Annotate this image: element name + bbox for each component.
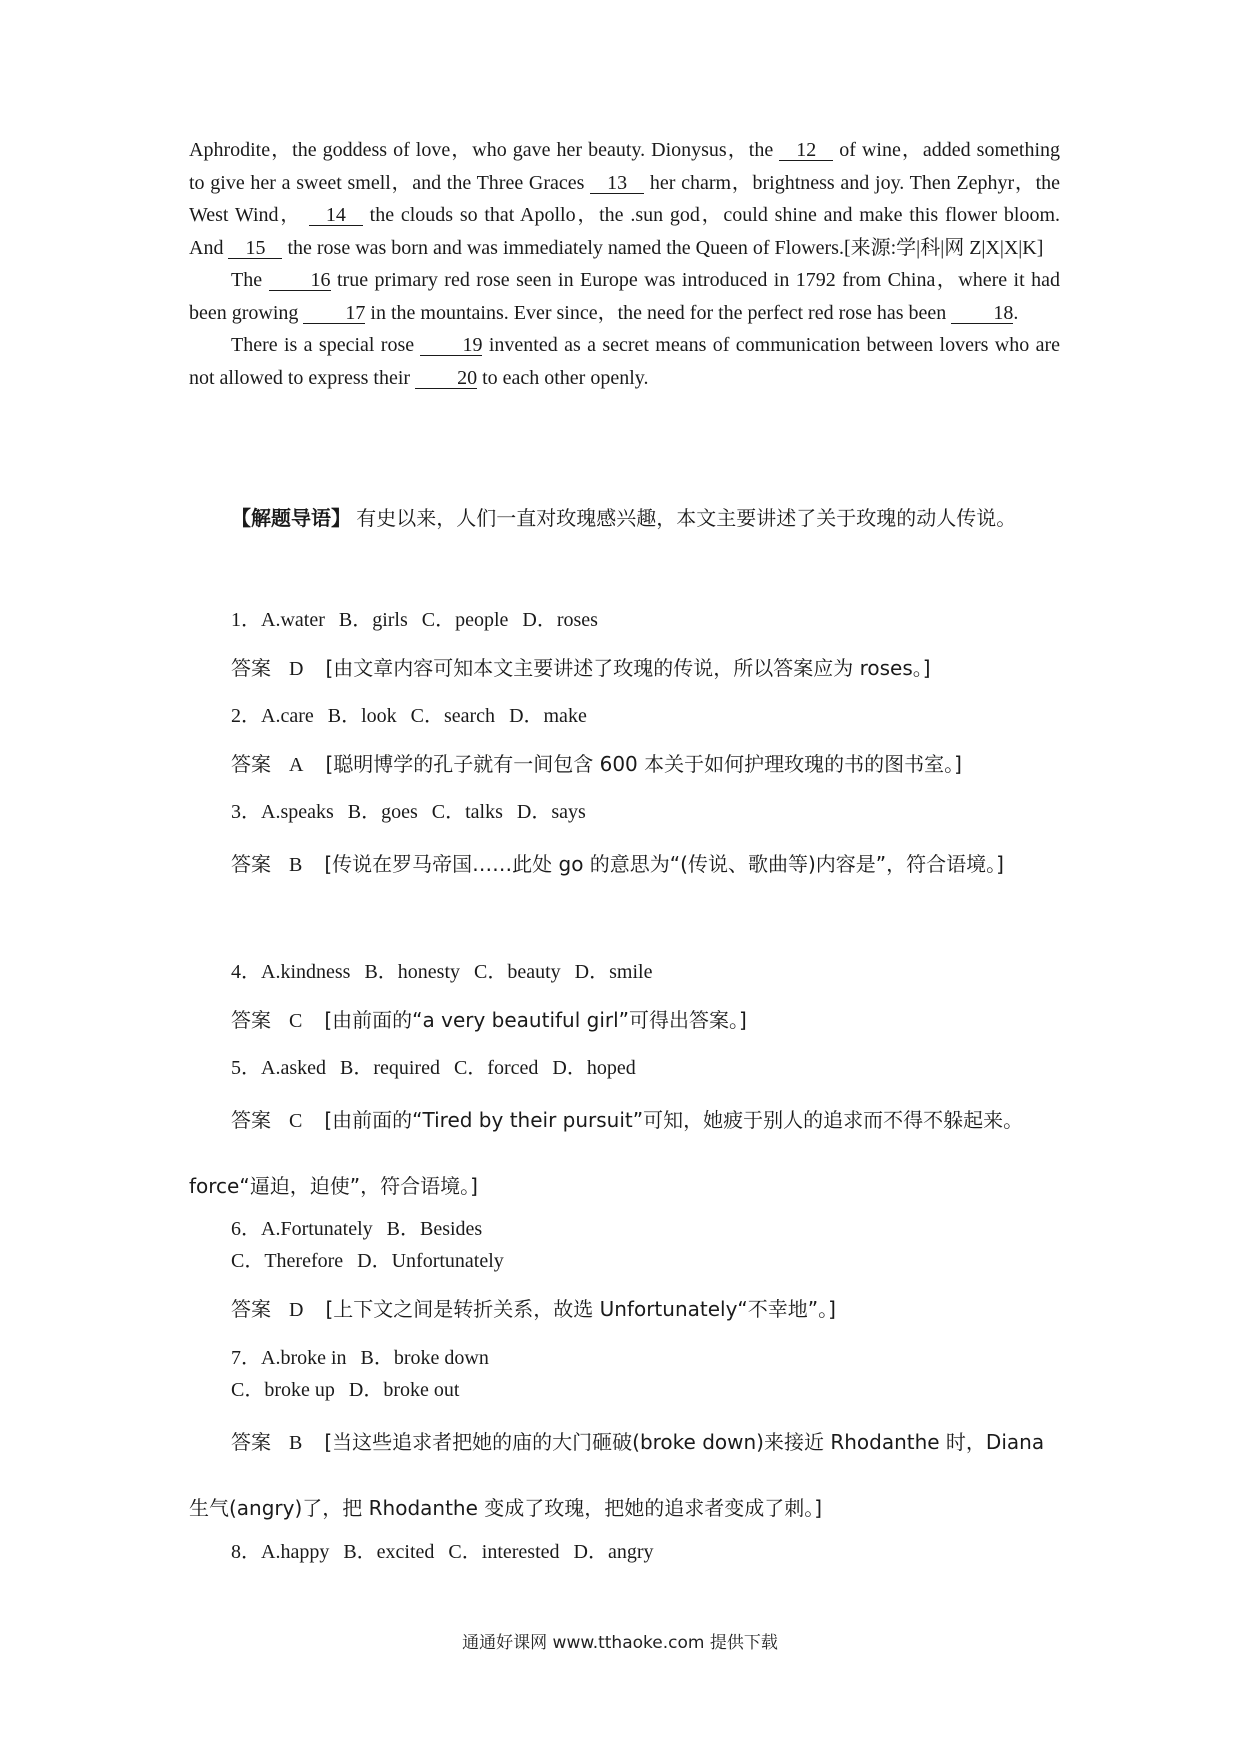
answer-label: 答案 <box>231 1008 271 1032</box>
option: C．beauty <box>474 961 561 983</box>
passage-text: . <box>1013 301 1019 324</box>
cloze-blank-16: 16 <box>269 270 331 291</box>
options-row <box>189 1245 1060 1277</box>
option: C．Therefore <box>231 1250 344 1272</box>
option: D．roses <box>522 609 598 631</box>
answer-explanation: [传说在罗马帝国……此处 go 的意思为“(传说、歌曲等)内容是”，符合语境。] <box>324 852 1004 876</box>
answer-label: 答案 <box>231 852 271 876</box>
answer-explanation: [聪明博学的孔子就有一间包含 600 本关于如何护理玫瑰的书的图书室。] <box>325 752 962 776</box>
answer-row <box>189 648 1060 689</box>
option: B．honesty <box>364 961 461 983</box>
answer-letter: C <box>289 1110 303 1132</box>
option: C．talks <box>431 801 503 823</box>
answer-label: 答案 <box>231 656 271 680</box>
question-item-2 <box>189 700 1060 785</box>
question-item-6 <box>189 1213 1060 1330</box>
answer-label: 答案 <box>231 752 271 776</box>
answer-letter: A <box>289 754 304 776</box>
options-row <box>189 604 1060 636</box>
answer-row <box>189 1289 1060 1330</box>
option: 4．A.kindness <box>231 961 351 983</box>
answer-letter: D <box>289 1299 304 1321</box>
answer-letter: D <box>289 658 304 680</box>
options-row <box>189 796 1060 828</box>
option: C．broke up <box>231 1379 335 1401</box>
question-item-7 <box>189 1342 1060 1542</box>
option: 5．A.asked <box>231 1057 326 1079</box>
option: B．goes <box>347 801 418 823</box>
answer-label: 答案 <box>231 1108 271 1132</box>
answer-explanation: [当这些追求者把她的庙的大门砸破(broke down)来接近 Rhodanthe 时，Diana 生气(angry)了，把 Rhodanthe 变成了玫瑰，把她的追求者变成了刺。] <box>189 1430 1045 1520</box>
option: D．hoped <box>552 1057 636 1079</box>
answer-explanation: [上下文之间是转折关系，故选 Unfortunately“不幸地”。] <box>325 1297 836 1321</box>
cloze-passage <box>189 134 1060 394</box>
question-item-5 <box>189 1052 1060 1220</box>
answer-letter: B <box>289 854 303 876</box>
passage-paragraph-1 <box>189 134 1060 264</box>
option: B．broke down <box>360 1347 489 1369</box>
option: D．says <box>516 801 586 823</box>
passage-text: to each other openly. <box>482 366 649 389</box>
passage-text: Aphrodite，the goddess of love，who gave her beauty. Dionysus，the <box>189 139 774 161</box>
option: 6．A.Fortunately <box>231 1218 373 1240</box>
passage-text: the clouds so that Apollo，the .sun god，could shine and make this flower bloom. And <box>189 204 1061 259</box>
passage-paragraph-3 <box>189 329 1060 394</box>
cloze-blank-18: 18 <box>951 303 1013 324</box>
question-item-3 <box>189 796 1060 898</box>
option: 3．A.speaks <box>231 801 334 823</box>
passage-paragraph-2 <box>189 264 1060 329</box>
guide-tag: 【解题导语】 <box>231 506 351 530</box>
cloze-blank-15: 15 <box>228 238 282 259</box>
cloze-blank-17: 17 <box>303 303 365 324</box>
cloze-blank-14: 14 <box>309 205 363 226</box>
answer-row <box>189 1000 1060 1041</box>
answer-explanation: [由前面的“a very beautiful girl”可得出答案。] <box>324 1008 747 1032</box>
question-item-8 <box>189 1536 1060 1568</box>
answer-row <box>189 1410 1060 1542</box>
cloze-blank-19: 19 <box>420 335 482 356</box>
option: B．excited <box>343 1541 435 1563</box>
answer-label: 答案 <box>231 1430 271 1454</box>
answer-explanation: [由文章内容可知本文主要讲述了玫瑰的传说，所以答案应为 roses。] <box>325 656 931 680</box>
option: 7．A.broke in <box>231 1347 347 1369</box>
option: C．forced <box>453 1057 539 1079</box>
answer-row <box>189 832 1060 898</box>
cloze-blank-13: 13 <box>590 173 644 194</box>
guide-text: 有史以来，人们一直对玫瑰感兴趣，本文主要讲述了关于玫瑰的动人传说。 <box>356 506 1017 530</box>
options-row <box>189 956 1060 988</box>
passage-text: The <box>231 269 263 291</box>
answer-row <box>189 1088 1060 1220</box>
option: D．angry <box>573 1541 654 1563</box>
option: B．Besides <box>386 1218 483 1240</box>
passage-text: true primary red rose seen in Europe was introduced in 1792 from China，where it had been growing <box>189 269 1061 324</box>
option: B．girls <box>338 609 408 631</box>
answer-label: 答案 <box>231 1297 271 1321</box>
option: B．look <box>327 705 397 727</box>
options-row <box>189 1052 1060 1084</box>
answer-row <box>189 744 1060 785</box>
solution-guide <box>189 486 1060 551</box>
options-row <box>189 1342 1060 1374</box>
cloze-blank-20: 20 <box>415 368 477 389</box>
question-item-1 <box>189 604 1060 689</box>
answer-letter: B <box>289 1432 303 1454</box>
passage-text: invented as a secret means of communication between lovers who are not allowed to express their <box>189 334 1060 389</box>
option: D．broke out <box>348 1379 460 1401</box>
option: D．make <box>509 705 587 727</box>
page-footer: 通通好课网 www.tthaoke.com 提供下载 <box>462 1633 778 1653</box>
option: D．smile <box>574 961 653 983</box>
option: 8．A.happy <box>231 1541 330 1563</box>
passage-text: There is a special rose <box>231 334 415 356</box>
passage-text: of wine，added something to give her a sweet smell，and the Three Graces <box>189 139 1061 194</box>
option: C．interested <box>448 1541 560 1563</box>
answer-letter: C <box>289 1010 303 1032</box>
answer-explanation: [由前面的“Tired by their pursuit”可知，她疲于别人的追求而不得不躲起来。force“逼迫，迫使”，符合语境。] <box>189 1108 1024 1198</box>
options-row <box>189 1374 1060 1406</box>
question-item-4 <box>189 956 1060 1041</box>
passage-text: the rose was born and was immediately named the Queen of Flowers.[来源:学|科|网 Z|X|X|K] <box>287 236 1044 259</box>
cloze-blank-12: 12 <box>779 140 833 161</box>
option: B．required <box>339 1057 440 1079</box>
option: C．people <box>421 609 509 631</box>
options-row <box>189 1536 1060 1568</box>
option: C．search <box>410 705 496 727</box>
passage-text: her charm，brightness and joy. Then Zephyr，the West Wind， <box>189 171 1061 226</box>
options-row <box>189 700 1060 732</box>
passage-text: in the mountains. Ever since，the need for the perfect red rose has been <box>370 301 947 324</box>
option: 1．A.water <box>231 609 325 631</box>
options-row <box>189 1213 1060 1245</box>
option: D．Unfortunately <box>357 1250 504 1272</box>
option: 2．A.care <box>231 705 314 727</box>
